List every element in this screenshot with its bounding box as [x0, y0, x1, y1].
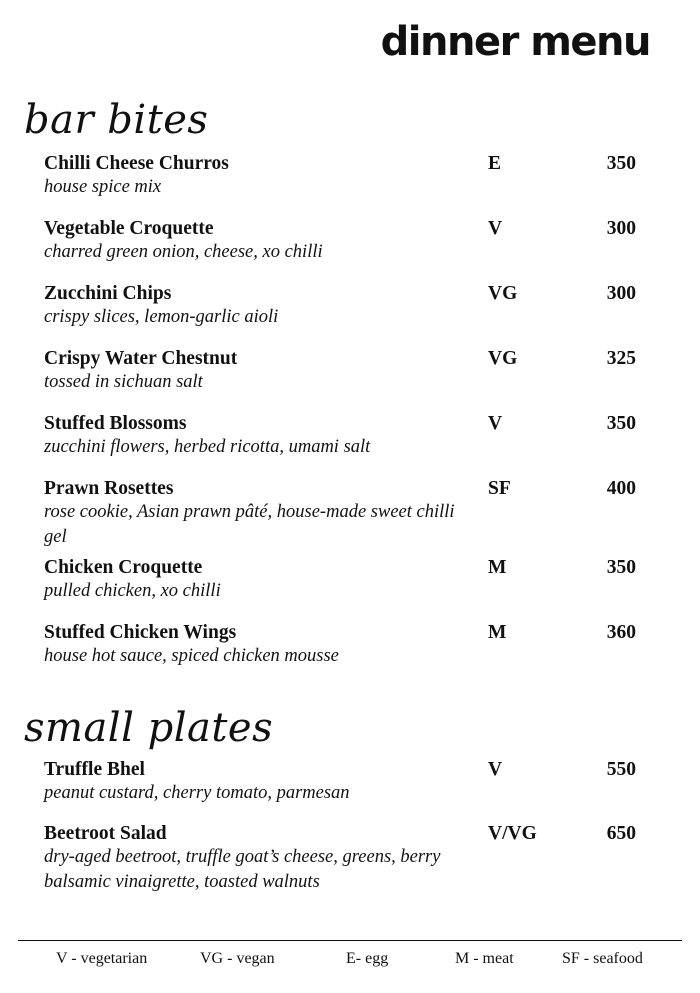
menu-item [44, 283, 654, 330]
item-price: 300 [606, 283, 636, 304]
item-price: 350 [606, 413, 636, 434]
item-price: 360 [606, 622, 636, 643]
item-name: Beetroot Salad [44, 823, 167, 844]
menu-item [44, 478, 654, 550]
item-name: Stuffed Chicken Wings [44, 622, 237, 643]
item-description: pulled chicken, xo chilli [44, 581, 221, 601]
menu-item [44, 413, 654, 460]
item-price: 300 [606, 218, 636, 239]
item-diet-tag: V [488, 759, 503, 780]
legend-egg: E- egg [346, 950, 389, 967]
legend-seafood: SF - seafood [562, 950, 643, 967]
menu-item [44, 622, 654, 669]
item-diet-tag: VG [488, 283, 518, 304]
item-price: 400 [606, 478, 636, 499]
item-name: Chilli Cheese Churros [44, 153, 229, 174]
item-price: 325 [606, 348, 636, 369]
menu-item [44, 823, 654, 895]
item-diet-tag: V [488, 413, 503, 434]
item-name: Truffle Bhel [44, 759, 145, 780]
item-diet-tag: VG [488, 348, 518, 369]
menu-item [44, 348, 654, 395]
item-diet-tag: SF [488, 478, 511, 499]
item-description: tossed in sichuan salt [44, 372, 203, 392]
item-name: Crispy Water Chestnut [44, 348, 238, 369]
item-diet-tag: M [488, 557, 507, 578]
menu-item [44, 557, 654, 604]
item-diet-tag: M [488, 622, 507, 643]
item-price: 350 [606, 557, 636, 578]
footer-divider [18, 940, 682, 941]
item-description: rose cookie, Asian prawn pâté, house-made sweet chilli gel [44, 502, 455, 547]
item-name: Zucchini Chips [44, 283, 172, 304]
item-price: 550 [606, 759, 636, 780]
item-name: Prawn Rosettes [44, 478, 174, 499]
legend-vegetarian: V - vegetarian [56, 950, 148, 967]
page-title: dinner menu [380, 19, 650, 65]
item-diet-tag: E [488, 153, 502, 174]
menu-item [44, 153, 654, 200]
item-price: 650 [606, 823, 636, 844]
item-description: house hot sauce, spiced chicken mousse [44, 646, 339, 666]
item-name: Vegetable Croquette [44, 218, 214, 239]
diet-legend [0, 950, 700, 974]
item-name: Chicken Croquette [44, 557, 203, 578]
section-title-bar-bites: bar bites [24, 97, 209, 143]
menu-item [44, 218, 654, 265]
item-diet-tag: V [488, 218, 503, 239]
item-name: Stuffed Blossoms [44, 413, 187, 434]
legend-meat: M - meat [455, 950, 514, 967]
item-description: crispy slices, lemon-garlic aioli [44, 307, 279, 327]
section-title-small-plates: small plates [24, 705, 274, 751]
item-price: 350 [606, 153, 636, 174]
item-description: charred green onion, cheese, xo chilli [44, 242, 323, 262]
item-diet-tag: V/VG [488, 823, 537, 844]
item-description: peanut custard, cherry tomato, parmesan [44, 783, 350, 803]
item-description: dry-aged beetroot, truffle goat’s cheese, greens, berry balsamic vinaigrette, toasted walnuts [44, 847, 441, 892]
item-description: zucchini flowers, herbed ricotta, umami salt [44, 437, 371, 457]
menu-item [44, 759, 654, 806]
item-description: house spice mix [44, 177, 162, 197]
legend-vegan: VG - vegan [200, 950, 275, 967]
